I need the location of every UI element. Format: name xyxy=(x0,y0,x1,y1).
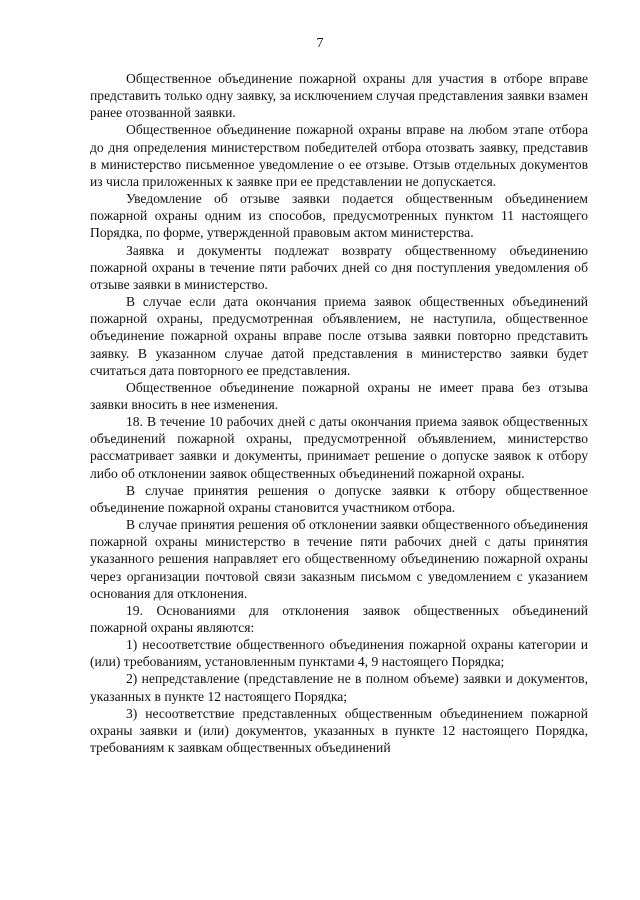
paragraph: Общественное объединение пожарной охраны для участия в отборе вправе представить только одну заявку, за исключением случая представления заявки взамен ранее отозванной заявки. xyxy=(90,71,588,121)
list-item: 2) непредставление (представление не в полном объеме) заявки и документов, указанных в пункте 12 настоящего Порядка; xyxy=(90,671,588,704)
paragraph: Общественное объединение пожарной охраны не имеет права без отзыва заявки вносить в нее изменения. xyxy=(90,379,588,412)
page-number: 7 xyxy=(316,36,324,51)
paragraph: Заявка и документы подлежат возврату общественному объединению пожарной охраны в течение пяти рабочих дней со дня поступления уведомления об отзыве заявки в министерство. xyxy=(90,242,588,292)
paragraph: В случае если дата окончания приема заявок общественных объединений пожарной охраны, предусмотренная объявлением, не наступила, общественное объединение пожарной охраны вправе после отзыва заявки повторно представить заявку. В указанном случае датой представления в министерство заявки будет считаться дата повторного ее представления. xyxy=(90,294,588,378)
paragraph: В случае принятия решения о допуске заявки к отбору общественное объединение пожарной охраны становится участником отбора. xyxy=(90,482,588,515)
paragraph: Уведомление об отзыве заявки подается общественным объединением пожарной охраны одним из способов, предусмотренных пунктом 11 настоящего Порядка, по форме, утвержденной правовым актом министерства. xyxy=(90,191,588,241)
list-item: 1) несоответствие общественного объединения пожарной охраны категории и (или) требованиям, установленным пунктами 4, 9 настоящего Порядка; xyxy=(90,637,588,670)
paragraph: В случае принятия решения об отклонении заявки общественного объединения пожарной охраны министерство в течение пяти рабочих дней с даты принятия указанного решения направляет его общественному объединению пожарной охраны через организации почтовой связи заказным письмом с уведомлением с указанием основания для отклонения. xyxy=(90,517,588,601)
paragraph-item-18: 18. В течение 10 рабочих дней с даты окончания приема заявок общественных объединений пожарной охраны, предусмотренной объявлением, министерство рассматривает заявки и документы, принимает решение о допуске заявок к отбору либо об отклонении заявок общественных объединений пожарной охраны. xyxy=(90,414,588,481)
paragraph: Общественное объединение пожарной охраны вправе на любом этапе отбора до дня определения министерством победителей отбора отозвать заявку, представив в министерство письменное уведомление о ее отзыве. Отзыв отдельных документов из числа приложенных к заявке при ее представлении не допускается. xyxy=(90,122,588,189)
document-body xyxy=(90,70,588,756)
list-item: 3) несоответствие представленных общественным объединением пожарной охраны заявки и (или) документов, указанных в пункте 12 настоящего Порядка, требованиям к заявкам общественных объединений xyxy=(90,705,588,756)
paragraph-item-19: 19. Основаниями для отклонения заявок общественных объединений пожарной охраны являются: xyxy=(90,602,588,635)
